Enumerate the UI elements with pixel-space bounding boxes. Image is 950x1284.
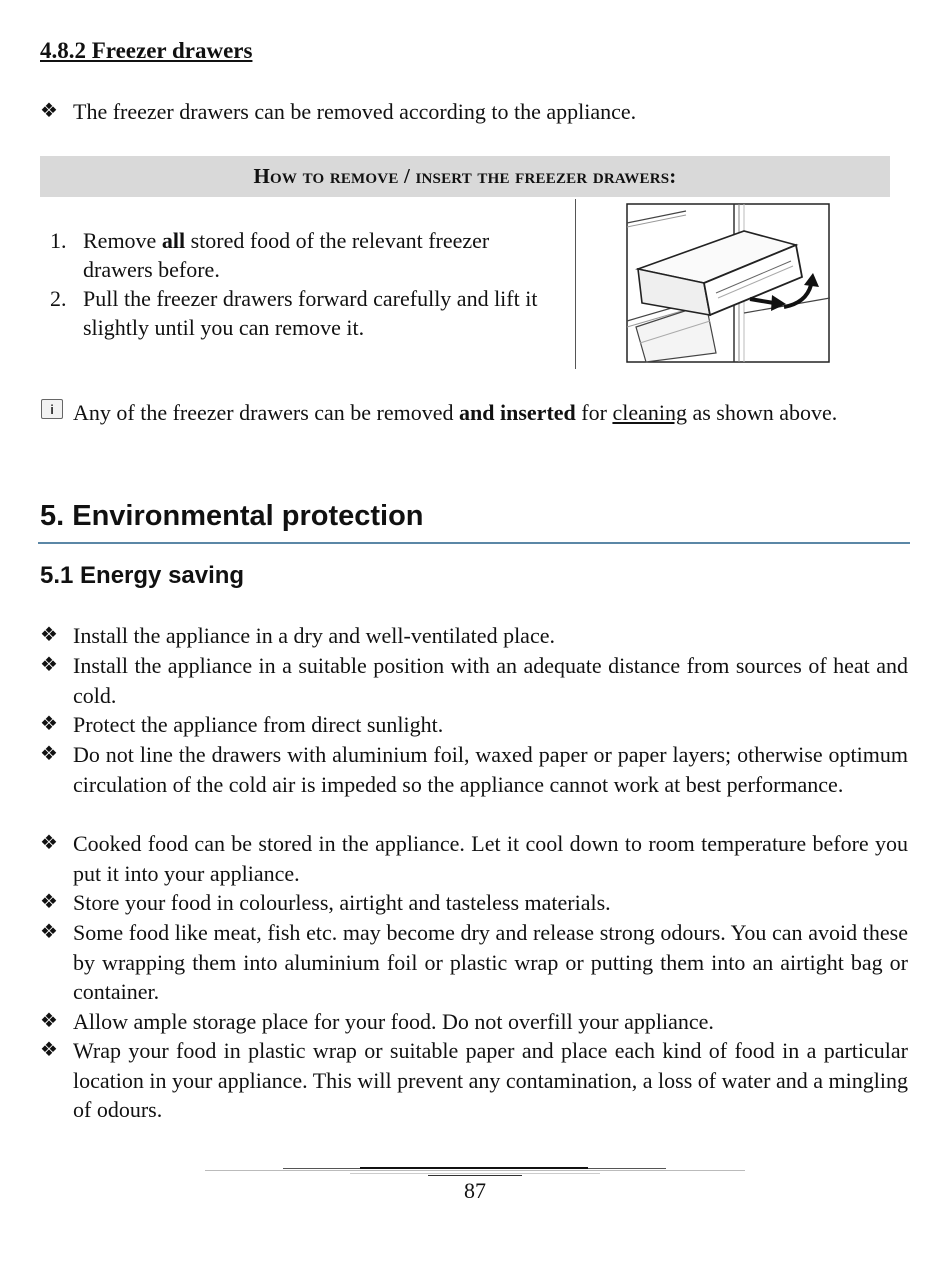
howto-heading: How to remove / insert the freezer drawers: bbox=[253, 164, 677, 188]
subsection-heading-energy-saving: 5.1 Energy saving bbox=[40, 562, 245, 589]
intro-bullet bbox=[40, 97, 908, 127]
energy-bullet bbox=[40, 621, 908, 651]
howto-heading-bar bbox=[40, 156, 890, 197]
step-number: 1. bbox=[50, 228, 67, 253]
section-heading-environmental-protection: 5. Environmental protection bbox=[40, 500, 424, 532]
energy-bullet bbox=[40, 888, 908, 918]
section-divider bbox=[38, 542, 910, 544]
energy-bullet bbox=[40, 829, 908, 888]
step-item bbox=[40, 226, 560, 284]
intro-bullet-text: The freezer drawers can be removed according to the appliance. bbox=[73, 99, 637, 124]
bullet-diamond-icon: ❖ bbox=[40, 891, 58, 913]
step-number: 2. bbox=[50, 286, 67, 311]
bullet-diamond-icon: ❖ bbox=[40, 1010, 58, 1032]
bullet-diamond-icon: ❖ bbox=[40, 743, 58, 765]
page-number: 87 bbox=[464, 1178, 486, 1203]
energy-bullet-text: Install the appliance in a dry and well-ventilated place. bbox=[73, 623, 555, 648]
energy-bullet bbox=[40, 918, 908, 1007]
bullet-diamond-icon: ❖ bbox=[40, 624, 58, 646]
energy-bullet-text: Wrap your food in plastic wrap or suitable paper and place each kind of food in a particular location in your appliance. This will prevent any contamination, a loss of water and a mingling of odours. bbox=[73, 1038, 908, 1122]
bullet-diamond-icon: ❖ bbox=[40, 100, 58, 122]
energy-bullet-text: Store your food in colourless, airtight and tasteless materials. bbox=[73, 890, 611, 915]
step-text: Pull the freezer drawers forward carefully and lift it slightly until you can remove it. bbox=[83, 286, 538, 340]
footer-rule bbox=[350, 1173, 600, 1174]
removal-steps bbox=[40, 226, 560, 342]
cleaning-note: Any of the freezer drawers can be removed and inserted for cleaning as shown above. bbox=[73, 400, 838, 425]
footer-rule bbox=[428, 1175, 522, 1176]
energy-bullet-text: Protect the appliance from direct sunlight. bbox=[73, 712, 444, 737]
energy-bullet bbox=[40, 740, 908, 799]
energy-bullet-text: Cooked food can be stored in the appliance. Let it cool down to room temperature before you put it into your appliance. bbox=[73, 831, 908, 886]
info-icon: i bbox=[41, 399, 63, 419]
footer-rule bbox=[360, 1167, 588, 1169]
energy-bullet-text: Some food like meat, fish etc. may become dry and release strong odours. You can avoid these by wrapping them into aluminium foil or plastic wrap or putting them into an airtight bag or container. bbox=[73, 920, 908, 1004]
section-heading-freezer-drawers: 4.8.2 Freezer drawers bbox=[40, 38, 253, 63]
step-text: Remove all stored food of the relevant freezer drawers before. bbox=[83, 228, 490, 282]
step-item bbox=[40, 284, 560, 342]
column-divider bbox=[575, 199, 576, 369]
energy-bullet bbox=[40, 710, 908, 740]
bullet-diamond-icon: ❖ bbox=[40, 1039, 58, 1061]
energy-bullet bbox=[40, 651, 908, 710]
freezer-drawer-illustration bbox=[626, 203, 830, 363]
energy-bullet-text: Do not line the drawers with aluminium foil, waxed paper or paper layers; otherwise optimum circulation of the cold air is impeded so the appliance cannot work at best performance. bbox=[73, 742, 908, 797]
bullet-diamond-icon: ❖ bbox=[40, 713, 58, 735]
energy-bullet bbox=[40, 1036, 908, 1125]
bullet-diamond-icon: ❖ bbox=[40, 921, 58, 943]
energy-bullet-text: Allow ample storage place for your food. Do not overfill your appliance. bbox=[73, 1009, 714, 1034]
bullet-diamond-icon: ❖ bbox=[40, 832, 58, 854]
energy-bullet-text: Install the appliance in a suitable position with an adequate distance from sources of heat and cold. bbox=[73, 653, 908, 708]
bullet-diamond-icon: ❖ bbox=[40, 654, 58, 676]
energy-bullet bbox=[40, 1007, 908, 1037]
footer-rule bbox=[205, 1170, 745, 1171]
